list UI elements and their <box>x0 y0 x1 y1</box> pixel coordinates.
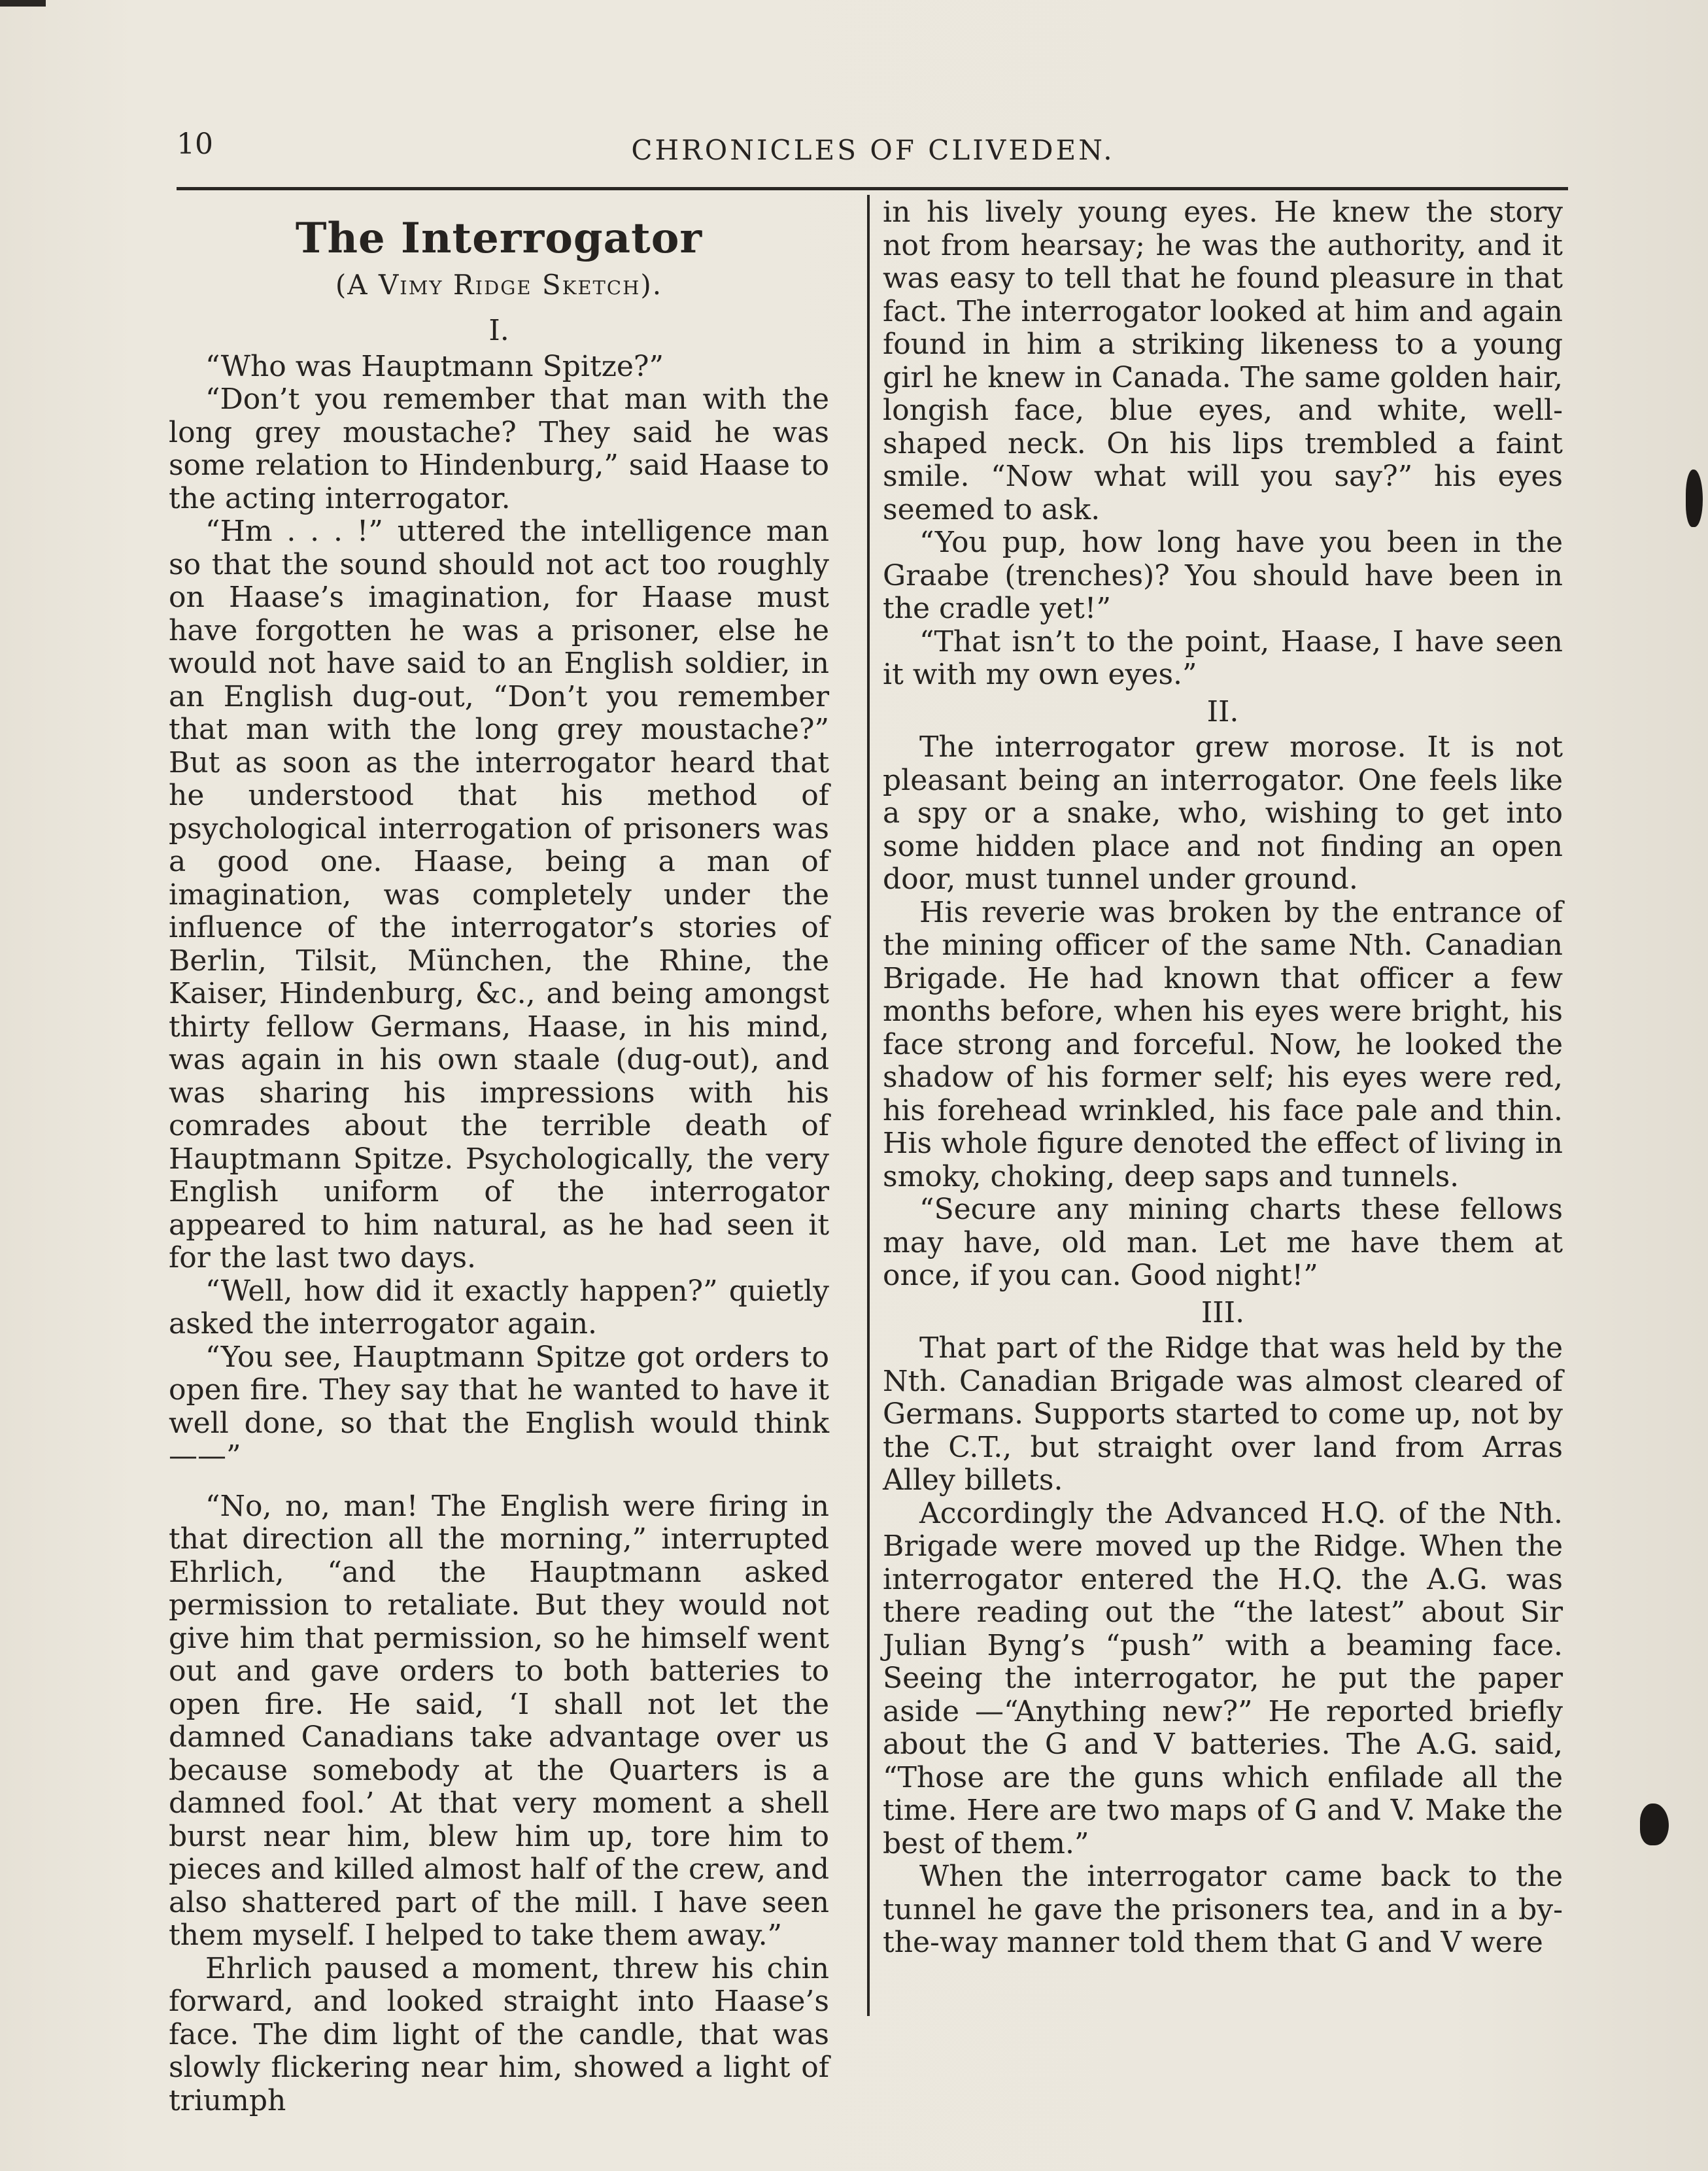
header-rule <box>177 187 1568 190</box>
paragraph: “Secure any mining charts these fellows may have, old man. Let me have them at once, if you can. Good night!” <box>883 1193 1563 1292</box>
corner-mark <box>0 0 46 7</box>
paragraph: “Hm . . . !” uttered the intelligence man so that the sound should not act too roughly on Haase’s imagination, for Haase must have forgotten he was a prisoner, else he would not have said to an English soldier, in an English dug-out, “Don’t you remember that man with the long grey moustache?” But as soon as the interrogator heard that he understood that his method of psychological interrogation of prisoners was a good one. Haase, being a man of imagination, was completely under the influence of the interrogator’s stories of Berlin, Tilsit, München, the Rhine, the Kaiser, Hindenburg, &c., and being amongst thirty fellow Germans, Haase, in his mind, was again in his own staale (dug-out), and was sharing his impressions with his comrades about the terrible death of Hauptmann Spitze. Psychologically, the very English uniform of the interrogator appeared to him natural, as he had seen it for the last two days. <box>169 515 829 1274</box>
column-rule <box>867 195 870 2016</box>
paragraph: The interrogator grew morose. It is not pleasant being an interrogator. One feels like a spy or a snake, who, wishing to get into some hidden place and not finding an open door, must tunnel under ground. <box>883 730 1563 896</box>
left-column <box>169 196 829 2117</box>
page-number: 10 <box>177 128 213 161</box>
paragraph: “Don’t you remember that man with the long grey moustache? They said he was some relation to Hindenburg,” said Haase to the acting interrogator. <box>169 383 829 515</box>
article-title: The Interrogator <box>295 214 703 263</box>
paragraph: Accordingly the Advanced H.Q. of the Nth. Brigade were moved up the Ridge. When the interrogator entered the H.Q. the A.G. was there reading out the “the latest” about Sir Julian Byng’s “push” with a beaming face. Seeing the interrogator, he put the paper aside —“Anything new?” He reported briefly about the G and V batteries. The A.G. said, “Those are the guns which enfilade all the time. Here are two maps of G and V. Make the best of them.” <box>883 1496 1563 1860</box>
page-header <box>177 128 1569 180</box>
paragraph: “Who was Hauptmann Spitze?” <box>205 349 664 383</box>
section-heading-3: III. <box>1201 1295 1245 1329</box>
paragraph: Ehrlich paused a moment, threw his chin forward, and looked straight into Haase’s face. The dim light of the candle, that was slowly flickering near him, showed a light of triumph <box>169 1951 829 2117</box>
paragraph: “No, no, man! The English were firing in that direction all the morning,” interrupted Ehrlich, “and the Hauptmann asked permission to retaliate. But they would not give him that permission, so he himself went out and gave orders to both batteries to open fire. He said, ‘I shall not let the damned Canadians take advantage over us because somebody at the Quarters is a damned fool.’ At that very moment a shell burst near him, blew him up, tore him to pieces and killed almost half of the crew, and also shattered part of the mill. I have seen them myself. I helped to take them away.” <box>169 1489 829 1952</box>
paragraph: “You pup, how long have you been in the Graabe (trenches)? You should have been in the cradle yet!” <box>883 526 1563 625</box>
right-column <box>883 196 1563 1960</box>
section-heading-1: I. <box>488 314 509 347</box>
binding-hole-mark <box>1640 1803 1669 1845</box>
paragraph: “Well, how did it exactly happen?” quietly asked the interrogator again. <box>169 1274 829 1341</box>
running-head: CHRONICLES OF CLIVEDEN. <box>631 134 1115 166</box>
paragraph: “You see, Hauptmann Spitze got orders to open fire. They say that he wanted to have it well done, so that the English would think ——” <box>169 1340 829 1473</box>
paragraph: When the interrogator came back to the tunnel he gave the prisoners tea, and in a by-the-way manner told them that G and V were <box>883 1860 1563 1959</box>
section-heading-2: II. <box>1206 694 1239 728</box>
binding-hole-mark <box>1686 470 1703 527</box>
article-subtitle: (A Vimy Ridge Sketch). <box>335 268 663 301</box>
paragraph: That part of the Ridge that was held by the Nth. Canadian Brigade was almost cleared of Germans. Supports started to come up, not by the C.T., but straight over land from Arras Alley billets. <box>883 1331 1563 1497</box>
paragraph: His reverie was broken by the entrance of the mining officer of the same Nth. Canadian Brigade. He had known that officer a few months before, when his eyes were bright, his face strong and forceful. Now, he looked the shadow of his former self; his eyes were red, his forehead wrinkled, his face pale and thin. His whole figure denoted the effect of living in smoky, choking, deep saps and tunnels. <box>883 895 1563 1193</box>
paragraph: “That isn’t to the point, Haase, I have seen it with my own eyes.” <box>883 624 1563 691</box>
paragraph: in his lively young eyes. He knew the story not from hearsay; he was the authority, and it was easy to tell that he found pleasure in that fact. The interrogator looked at him and again found in him a striking likeness to a young girl he knew in Canada. The same golden hair, longish face, blue eyes, and white, well-shaped neck. On his lips trembled a faint smile. “Now what will you say?” his eyes seemed to ask. <box>883 196 1563 526</box>
